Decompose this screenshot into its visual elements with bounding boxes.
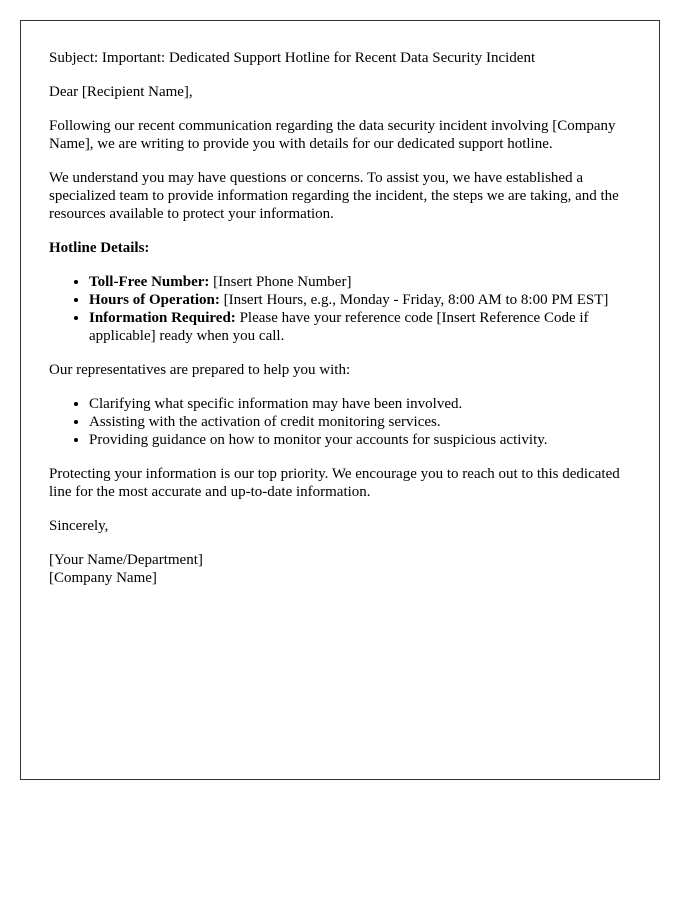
- help-item: • Providing guidance on how to monitor your accounts for suspicious activity.: [89, 431, 631, 449]
- hotline-item-value: Please have your reference code [Insert Reference Code if applicable] ready when you call.: [89, 310, 589, 344]
- hotline-item-info-required: [89, 309, 631, 345]
- hotline-item-value: [Insert Phone Number]: [209, 274, 352, 290]
- hotline-heading: [49, 239, 631, 257]
- hotline-item-label: Information Required:: [89, 310, 236, 326]
- greeting: Dear [Recipient Name],: [49, 84, 193, 100]
- hotline-item-label: Toll-Free Number:: [89, 274, 210, 290]
- hotline-item-label: Hours of Operation:: [89, 292, 220, 308]
- subject-line: Subject: Important: Dedicated Support Hotline for Recent Data Security Incident: [49, 50, 536, 66]
- hotline-heading-text: Hotline Details:: [49, 240, 150, 256]
- sign-off: Sincerely,: [49, 518, 109, 534]
- hotline-details-list: [49, 273, 631, 345]
- help-item: • Assisting with the activation of credit monitoring services.: [89, 413, 631, 431]
- hotline-item-value: [Insert Hours, e.g., Monday - Friday, 8:00 AM to 8:00 PM EST]: [219, 292, 609, 308]
- help-list: [49, 395, 631, 449]
- signature-company: [Company Name]: [49, 570, 157, 586]
- signature-block: [49, 551, 631, 587]
- letter-container: [20, 20, 660, 780]
- hotline-item-phone: [89, 273, 631, 291]
- help-item: • Clarifying what specific information may have been involved.: [89, 395, 631, 413]
- help-intro: Our representatives are prepared to help you with:: [49, 362, 351, 378]
- closing-paragraph: Protecting your information is our top priority. We encourage you to reach out to this dedicated line for the most accurate and up-to-date information.: [49, 466, 620, 500]
- hotline-item-hours: [89, 291, 631, 309]
- team-paragraph: We understand you may have questions or concerns. To assist you, we have established a specialized team to provide information regarding the incident, the steps we are taking, and the resources available to protect your information.: [49, 170, 619, 222]
- intro-paragraph: Following our recent communication regarding the data security incident involving [Company Name], we are writing to provide you with details for our dedicated support hotline.: [49, 118, 616, 152]
- signature-name: [Your Name/Department]: [49, 552, 203, 568]
